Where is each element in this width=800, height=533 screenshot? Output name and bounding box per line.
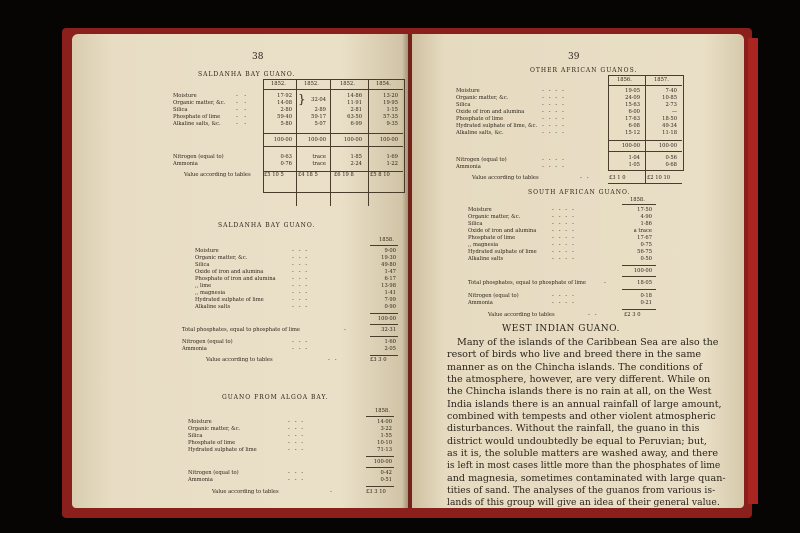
table-cell: 17·63 xyxy=(625,116,640,122)
table-row-label: Alkaline salts, &c. xyxy=(173,121,221,127)
table-row-label: Organic matter, &c. xyxy=(195,255,248,261)
table-total: 100·00 xyxy=(377,316,396,322)
table-cell: 18·50 xyxy=(662,116,677,122)
table-cell: £5 10 5 xyxy=(264,172,284,178)
table-row-label: ,, lime xyxy=(195,283,212,289)
table-row-label: Organic matter, &c. xyxy=(173,100,226,106)
year-col-2: 1857. xyxy=(654,77,669,83)
page-number-right: 39 xyxy=(568,52,580,62)
table-cell: 0·76 xyxy=(280,161,292,167)
paragraph-line: district would undoubtedly be equal to Peruvian; but, xyxy=(447,436,707,447)
table-cell: 9·00 xyxy=(384,248,396,254)
page-number-left: 38 xyxy=(252,52,264,62)
table-cell: 0·42 xyxy=(380,470,392,476)
table-row-label: Phosphate of lime xyxy=(173,114,221,120)
table-cell: 0·75 xyxy=(640,242,652,248)
table-cell: £3 3 10 xyxy=(366,489,386,495)
table-cell: 7·99 xyxy=(384,297,396,303)
table-cell: 1·55 xyxy=(380,433,392,439)
year-col-3: 1852. xyxy=(340,81,355,87)
total-phosphate-label: Total phosphates, equal to phosphate of lime xyxy=(468,280,586,286)
table-cell: trace xyxy=(312,161,326,167)
table-cell: 71·13 xyxy=(377,447,392,453)
paragraph-line: and magnesia, sometimes contaminated with large quan- xyxy=(447,473,726,484)
table-total: 100·00 xyxy=(373,459,392,465)
paragraph-line: the atmosphere, however, are very different. While on xyxy=(447,374,711,385)
value-label: Value according to tables xyxy=(472,175,539,181)
table-cell: 13·20 xyxy=(383,93,398,99)
table-total: 100·00 xyxy=(379,137,398,143)
table-cell: 19·05 xyxy=(625,88,640,94)
table-cell: 17·67 xyxy=(637,235,652,241)
table-row-label: Silica xyxy=(468,221,483,227)
table-cell: 4·90 xyxy=(640,214,652,220)
paragraph-line: India islands there is an annual rainfall of large amount, xyxy=(447,399,722,410)
paragraph-line: resort of birds who live and breed there in the same xyxy=(447,349,702,360)
nitrogen-label: Nitrogen (equal to) xyxy=(468,293,519,299)
table-cell: trace xyxy=(312,154,326,160)
left-page: 38 SALDANHA BAY GUANO. 1852. 1852. 1852. 1854. Moisture Organic matter, &c. Silica Phosphate of lime Alkaline salts, &c. - - - - - - - - - - 17·92 14·08 2·80 59·40 5·80 } 32·04 2·89 59·17 5·07 14·86 11·91 2·81 63·50 6·99 13·20 19·95 1·15 57·35 9·35 100·00 100·00 100·00 100·00 Nitrogen (equal to) Ammonia 0·63 trace 1·85 1·69 0·76 trace 2·24 1·22 Value according to tables £5 10 5 £4 18 5 £6 19 8 £5 8 10 SALDANHA BAY GUANO. 1858. Moisture Organic matter, &c. Silica Oxide of iron and alumina Phosphate of iron and alumina ,, lime ,, magnesia Hydrated sulphate of lime Alkaline salts - - - - - - - - - - - - - - - - - - - - - - - - - - - 9·00 19·30 49·80 1·47 6·17 13·98 1·41 7·99 0·90 100·00 Total phosphates, equal to phosphate of lime - 32·31 Nitrogen (equal to) Ammonia - - - - - - 1·60 2·05 Value according to tables - - £3 3 0 GUANO FROM ALGOA BAY. 1858. Moisture Organic matter, &c. Silica Phosphate of lime Hydrated sulphate of lime - - - - - - - - - - - - - - - 14·00 3·22 1·55 10·10 71·13 100·00 Nitrogen (equal to) Ammonia - - - - - - 0·42 0·51 Value according to tables - £3 3 10 xyxy=(72,34,408,508)
paragraph-line: tities of sand. The analyses of the guanos from various is- xyxy=(447,485,716,496)
table-cell: 63·50 xyxy=(347,114,362,120)
year-header: 1858. xyxy=(630,197,645,203)
table-total: 100·00 xyxy=(621,143,640,149)
table-cell: 1·15 xyxy=(386,107,398,113)
paragraph-line: lands of this group will give an idea of their general value. xyxy=(447,497,720,508)
nitrogen-label: Nitrogen (equal to) xyxy=(173,154,224,160)
saldanha-table-2-title: SALDANHA BAY GUANO. xyxy=(218,222,316,229)
table-total: 100·00 xyxy=(307,137,326,143)
table-cell: 59·17 xyxy=(311,114,326,120)
year-header: 1858. xyxy=(375,408,390,414)
south-african-title: SOUTH AFRICAN GUANO. xyxy=(528,189,631,196)
table-cell: £6 19 8 xyxy=(334,172,354,178)
saldanha-table-1-title: SALDANHA BAY GUANO. xyxy=(198,71,296,78)
table-cell: 13·98 xyxy=(381,283,396,289)
table-cell: 10·10 xyxy=(377,440,392,446)
value-label: Value according to tables xyxy=(206,357,273,363)
table-cell: 6·99 xyxy=(350,121,362,127)
table-row-label: Alkaline salts xyxy=(195,304,231,310)
table-cell: 1·69 xyxy=(386,154,398,160)
table-total: 100·00 xyxy=(343,137,362,143)
table-row-label: Moisture xyxy=(456,88,480,94)
table-cell: 57·35 xyxy=(383,114,398,120)
ammonia-label: Ammonia xyxy=(456,164,481,170)
page-edges xyxy=(748,38,758,504)
table-row-label: Oxide of iron and alumina xyxy=(195,269,264,275)
algoa-table-title: GUANO FROM ALGOA BAY. xyxy=(222,394,329,401)
table-cell: 2·24 xyxy=(350,161,362,167)
table-row-label: Alkaline salts xyxy=(468,256,504,262)
table-cell: 0·56 xyxy=(665,155,677,161)
table-cell: £2 3 0 xyxy=(624,312,641,318)
table-cell: 0·18 xyxy=(640,293,652,299)
table-cell: 0·68 xyxy=(665,162,677,168)
table-cell: £3 1 0 xyxy=(609,175,626,181)
paragraph-line: as it is, the soluble matters are washed away, and there xyxy=(447,448,719,459)
table-cell: 18·05 xyxy=(637,280,652,286)
table-cell: 15·12 xyxy=(625,130,640,136)
table-cell: 0·90 xyxy=(384,304,396,310)
nitrogen-label: Nitrogen (equal to) xyxy=(456,157,507,163)
ammonia-label: Ammonia xyxy=(182,346,207,352)
table-cell: — xyxy=(671,109,677,115)
table-cell: 9·35 xyxy=(386,121,398,127)
value-label: Value according to tables xyxy=(184,172,251,178)
table-cell: 14·00 xyxy=(377,419,392,425)
table-cell: 19·95 xyxy=(383,100,398,106)
table-cell: 1·05 xyxy=(628,162,640,168)
table-cell: 59·40 xyxy=(277,114,292,120)
table-cell: 5·80 xyxy=(280,121,292,127)
table-cell: 2·89 xyxy=(314,107,326,113)
table-cell: 2·73 xyxy=(665,102,677,108)
table-row-label: ,, magnesia xyxy=(195,290,226,296)
table-cell: 56·75 xyxy=(637,249,652,255)
paragraph-line: combined with tempests and other violent atmospheric xyxy=(447,411,716,422)
brace: } xyxy=(298,92,306,106)
table-cell: 14·08 xyxy=(277,100,292,106)
table-cell: 2·05 xyxy=(384,346,396,352)
paragraph-line: disturbances. Without the rainfall, the guano in this xyxy=(447,423,700,434)
table-cell: 3·22 xyxy=(380,426,392,432)
west-indian-heading: WEST INDIAN GUANO. xyxy=(502,324,620,334)
table-cell: 1·85 xyxy=(350,154,362,160)
year-col-1: 1852. xyxy=(271,81,286,87)
table-row-label: Silica xyxy=(195,262,210,268)
table-row-label: Phosphate of lime xyxy=(456,116,504,122)
table-cell: 0·51 xyxy=(380,477,392,483)
table-row-label: Moisture xyxy=(188,419,212,425)
table-row-label: Organic matter, &c. xyxy=(188,426,241,432)
table-row-label: Hydrated sulphate of lime, &c. xyxy=(456,123,538,129)
other-african-title: OTHER AFRICAN GUANOS. xyxy=(530,67,638,74)
open-book xyxy=(62,28,752,518)
table-row-label: Moisture xyxy=(195,248,219,254)
table-cell: 10·85 xyxy=(662,95,677,101)
value-label: Value according to tables xyxy=(212,489,279,495)
table-row-label: Silica xyxy=(188,433,203,439)
table-cell: 0·50 xyxy=(640,256,652,262)
table-row-label: Oxide of iron and alumina xyxy=(468,228,537,234)
paragraph-line: Many of the islands of the Caribbean Sea are also the xyxy=(457,337,719,348)
table-row-label: Moisture xyxy=(468,207,492,213)
table-cell: 1·47 xyxy=(384,269,396,275)
right-page: 39 OTHER AFRICAN GUANOS. 1856. 1857. Moisture Organic matter, &c. Silica Oxide of iron and alumina Phosphate of lime Hydrated sulphate of lime, &c. Alkaline salts, &c. - - - - - - - - - - - - - - - - - - - - - - - - - - - - 19·05 24·09 15·63 6·00 17·63 6·08 15·12 7·40 10·85 2·73 — 18·50 49·34 11·18 100·00 100·00 Nitrogen (equal to) Ammonia - - - - - - - - 1·04 0·56 1·05 0·68 Value according to tables - - £3 1 0 £2 10 10 SOUTH AFRICAN GUANO. 1858. Moisture Organic matter, &c. Silica Oxide of iron and alumina Phosphate of lime ,, magnesia Hydrated sulphate of lime Alkaline salts - - - - - - - - - - - - - - - - - - - - - - - - - - - - - - - - 17·50 4·90 1·86 a trace 17·67 0·75 56·75 0·50 100·00 Total phosphates, equal to phosphate of lime - 18·05 Nitrogen (equal to) Ammonia - - - - - - - - 0·18 0·21 Value according to tables - - £2 3 0 WEST INDIAN GUANO. Many of the islands of the Caribbean Sea are also the resort of birds who live and breed there in the same manner as on the Chincha islands. The conditions of the atmosphere, however, are very different. While on the Chincha islands there is no rain at all, on the West India islands there is an annual rainfall of large amount, combined with tempests and other violent atmospheric disturbances. Without the rainfall, the guano in this district would undoubtedly be equal to Peruvian; but, as it is, the soluble matters are washed away, and there is left in most cases little more than the phosphates of lime and magnesia, sometimes contaminated with large quan- tities of sand. The analyses of the guanos from various is- lands of this group will give an idea of their general value. xyxy=(412,34,744,508)
year-col-2: 1852. xyxy=(304,81,319,87)
table-cell: 19·30 xyxy=(381,255,396,261)
table-row-label: ,, magnesia xyxy=(468,242,499,248)
table-row-label: Phosphate of iron and alumina xyxy=(195,276,276,282)
table-cell: £4 18 5 xyxy=(298,172,318,178)
table-cell: £2 10 10 xyxy=(647,175,671,181)
table-row-label: Silica xyxy=(456,102,471,108)
table-total: 100·00 xyxy=(658,143,677,149)
paragraph-line: manner as on the Chincha islands. The conditions of xyxy=(447,362,703,373)
table-cell: 6·17 xyxy=(384,276,396,282)
table-cell: 2·81 xyxy=(350,107,362,113)
table-cell: 1·86 xyxy=(640,221,652,227)
total-phosphate-label: Total phosphates, equal to phosphate of lime xyxy=(182,327,300,333)
table-row-label: Hydrated sulphate of lime xyxy=(188,447,257,453)
table-cell: 1·60 xyxy=(384,339,396,345)
table-cell: 32·04 xyxy=(311,97,326,103)
table-cell: 17·92 xyxy=(277,93,292,99)
nitrogen-label: Nitrogen (equal to) xyxy=(188,470,239,476)
table-row-label: Hydrated sulphate of lime xyxy=(468,249,537,255)
year-header: 1858. xyxy=(379,237,394,243)
table-cell: 0·63 xyxy=(280,154,292,160)
table-cell: 6·00 xyxy=(628,109,640,115)
table-row-label: Alkaline salts, &c. xyxy=(456,130,504,136)
table-cell: a trace xyxy=(633,228,652,234)
table-cell: 6·08 xyxy=(628,123,640,129)
table-row-label: Phosphate of lime xyxy=(468,235,516,241)
table-total: 100·00 xyxy=(273,137,292,143)
table-cell: 1·41 xyxy=(384,290,396,296)
table-row-label: Oxide of iron and alumina xyxy=(456,109,525,115)
table-cell: 0·21 xyxy=(640,300,652,306)
table-cell: 14·86 xyxy=(347,93,362,99)
table-cell: 7·40 xyxy=(665,88,677,94)
ammonia-label: Ammonia xyxy=(468,300,493,306)
table-cell: £5 8 10 xyxy=(370,172,390,178)
table-cell: 17·50 xyxy=(637,207,652,213)
table-cell: 2·80 xyxy=(280,107,292,113)
year-col-1: 1856. xyxy=(617,77,632,83)
table-cell: 24·09 xyxy=(625,95,640,101)
table-total: 100·00 xyxy=(633,268,652,274)
table-cell: 1·22 xyxy=(386,161,398,167)
paragraph-line: is left in most cases little more than the phosphates of lime xyxy=(447,461,721,471)
table-cell: 11·18 xyxy=(662,130,677,136)
ammonia-label: Ammonia xyxy=(173,161,198,167)
value-label: Value according to tables xyxy=(488,312,555,318)
table-row-label: Organic matter, &c. xyxy=(468,214,521,220)
year-col-4: 1854. xyxy=(376,81,391,87)
paragraph-line: the Chincha islands there is no rain at all, on the West xyxy=(447,386,712,397)
table-cell: 5·07 xyxy=(314,121,326,127)
nitrogen-label: Nitrogen (equal to) xyxy=(182,339,233,345)
table-cell: 11·91 xyxy=(347,100,362,106)
table-row-label: Organic matter, &c. xyxy=(456,95,509,101)
table-cell: 49·80 xyxy=(381,262,396,268)
table-cell: 15·63 xyxy=(625,102,640,108)
table-cell: 32·31 xyxy=(381,327,396,333)
table-cell: 49·34 xyxy=(662,123,677,129)
table-row-label: Phosphate of lime xyxy=(188,440,236,446)
ammonia-label: Ammonia xyxy=(188,477,213,483)
table-cell: £3 3 0 xyxy=(370,357,387,363)
table-row-label: Moisture xyxy=(173,93,197,99)
table-row-label: Hydrated sulphate of lime xyxy=(195,297,264,303)
table-cell: 1·04 xyxy=(628,155,640,161)
table-row-label: Silica xyxy=(173,107,188,113)
